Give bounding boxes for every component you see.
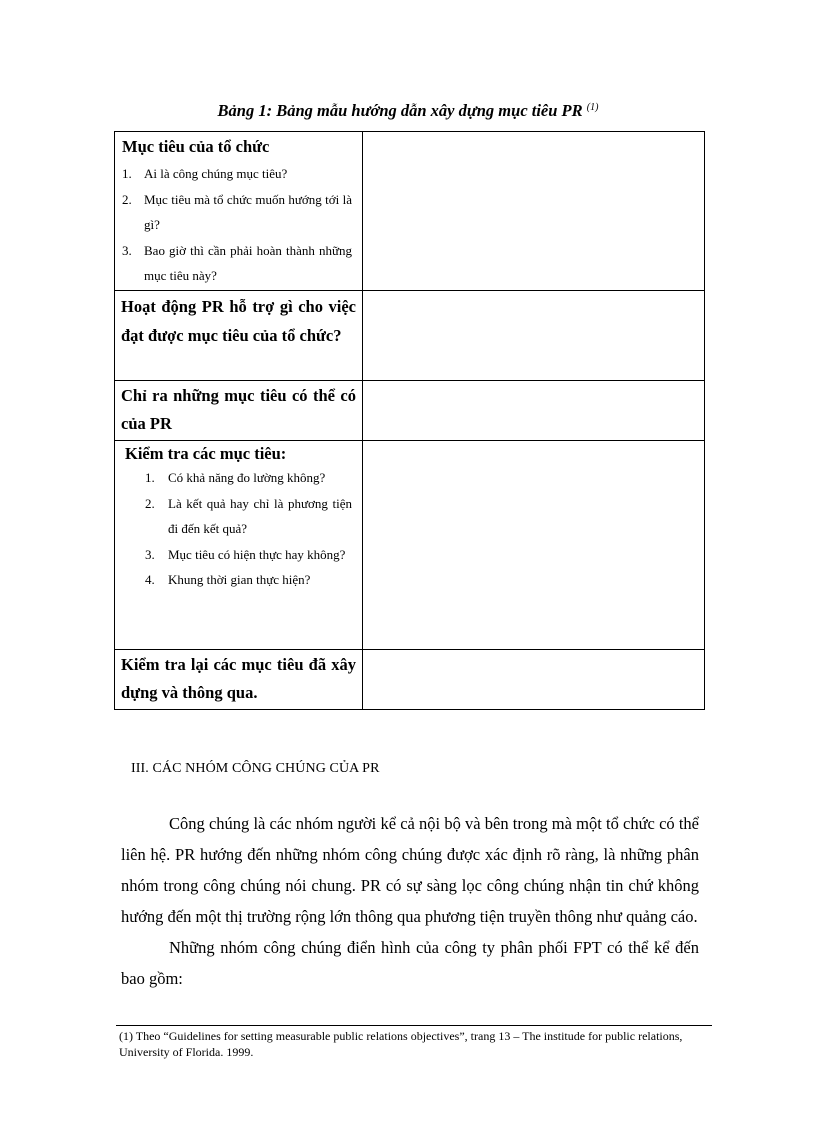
list-item bbox=[115, 187, 362, 238]
row-heading: Hoạt động PR hỗ trợ gì cho việc đạt được mục tiêu của tổ chức? bbox=[121, 297, 356, 345]
table-row bbox=[115, 381, 705, 441]
item-text: Có khả năng đo lường không? bbox=[168, 470, 326, 485]
list-item bbox=[115, 491, 362, 542]
question-list bbox=[115, 161, 362, 289]
item-number: 4. bbox=[145, 572, 155, 587]
item-number: 1. bbox=[122, 166, 132, 181]
footnote: (1) Theo “Guidelines for setting measurable public relations objectives”, trang 13 – The institude for public relations, University of Florida. 1999. bbox=[119, 1029, 683, 1059]
footnote-separator bbox=[116, 1025, 712, 1026]
row-heading: Kiểm tra các mục tiêu: bbox=[125, 444, 287, 463]
section-heading: III. CÁC NHÓM CÔNG CHÚNG CỦA PR bbox=[131, 761, 380, 776]
table-cell-label bbox=[115, 441, 363, 650]
item-number: 2. bbox=[145, 495, 155, 511]
row-heading: Chỉ ra những mục tiêu có thể có của PR bbox=[121, 386, 356, 433]
row-heading: Mục tiêu của tổ chức bbox=[122, 137, 270, 156]
table-cell-empty bbox=[363, 441, 705, 650]
item-text: Khung thời gian thực hiện? bbox=[168, 572, 311, 587]
table-row bbox=[115, 441, 705, 650]
body-text bbox=[121, 808, 699, 994]
table-row bbox=[115, 650, 705, 710]
item-number: 3. bbox=[145, 546, 155, 562]
table-row bbox=[115, 291, 705, 381]
list-item bbox=[115, 238, 362, 289]
list-item bbox=[115, 567, 362, 593]
table-row bbox=[115, 132, 705, 291]
item-number: 3. bbox=[122, 242, 132, 258]
row-heading: Kiểm tra lại các mục tiêu đã xây dựng và thông qua. bbox=[121, 655, 356, 702]
table-cell-label bbox=[115, 650, 363, 710]
table-cell-empty bbox=[363, 650, 705, 710]
table-cell-label bbox=[115, 291, 363, 381]
table-cell-empty bbox=[363, 132, 705, 291]
list-item bbox=[115, 161, 362, 187]
paragraph: Những nhóm công chúng điển hình của công ty phân phối FPT có thể kể đến bao gồm: bbox=[121, 938, 699, 988]
item-text: Là kết quả hay chỉ là phương tiện đi đến kết quả? bbox=[168, 495, 352, 536]
item-text: Bao giờ thì cần phải hoàn thành những mục tiêu này? bbox=[144, 242, 352, 283]
table-cell-empty bbox=[363, 381, 705, 441]
pr-objectives-table bbox=[114, 131, 705, 710]
caption-text: Bảng 1: Bảng mẫu hướng dẫn xây dựng mục tiêu PR bbox=[217, 101, 583, 120]
table-cell-empty bbox=[363, 291, 705, 381]
paragraph: Công chúng là các nhóm người kể cả nội bộ và bên trong mà một tổ chức có thể liên hệ. PR hướng đến những nhóm công chúng được xác định rõ ràng, là những phân nhóm trong công chúng nói chung. PR có sự sàng lọc công chúng nhận tin chứ không hướng đến một thị trường rộng lớn thông qua phương tiện truyền thông như quảng cáo. bbox=[121, 814, 699, 926]
check-list bbox=[115, 465, 362, 593]
table-caption bbox=[0, 101, 816, 121]
item-number: 2. bbox=[122, 191, 132, 207]
table-cell-label bbox=[115, 381, 363, 441]
list-item bbox=[115, 465, 362, 491]
item-number: 1. bbox=[145, 470, 155, 485]
item-text: Ai là công chúng mục tiêu? bbox=[144, 166, 288, 181]
caption-footnote-ref: (1) bbox=[586, 102, 599, 113]
item-text: Mục tiêu mà tổ chức muốn hướng tới là gì? bbox=[144, 191, 352, 232]
item-text: Mục tiêu có hiện thực hay không? bbox=[168, 546, 346, 562]
table-cell-label bbox=[115, 132, 363, 291]
list-item bbox=[115, 542, 362, 568]
